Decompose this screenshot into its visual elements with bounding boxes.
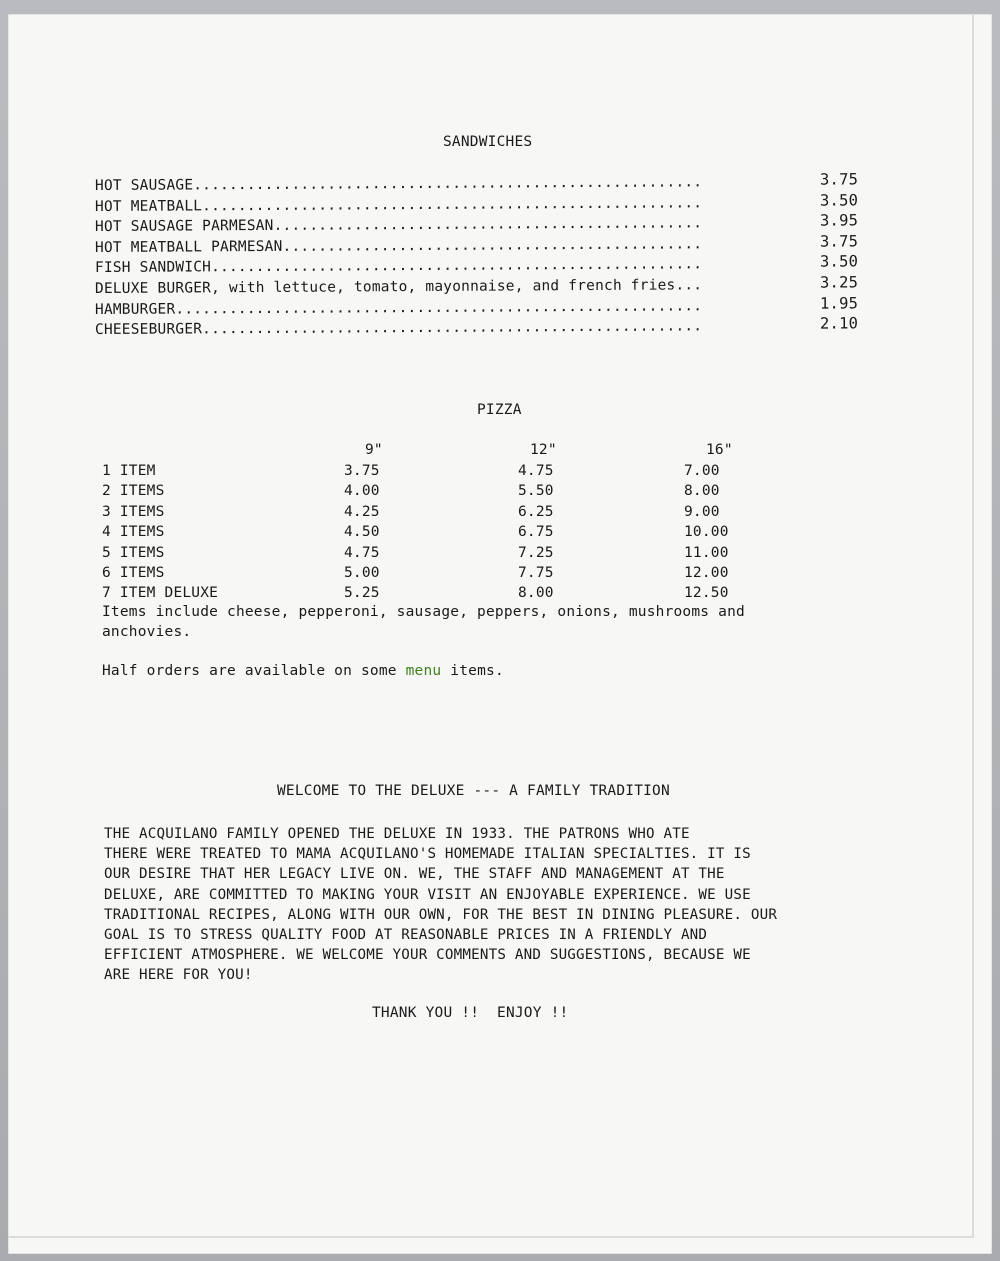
half-orders-text-pre: Half orders are available on some [102,663,406,679]
pizza-price-9: 5.25 [344,585,380,602]
sandwich-price: 3.95 [819,211,859,230]
pizza-price-12: 6.25 [518,503,554,520]
sandwich-price: 2.10 [819,314,859,333]
pizza-price-16: 9.00 [684,503,720,520]
pizza-price-9: 5.00 [344,564,380,581]
pizza-heading: PIZZA [477,402,522,418]
pizza-price-16: 8.00 [684,483,720,500]
pizza-row [102,583,802,603]
pizza-row [102,522,802,542]
sandwich-name: DELUXE BURGER, with lettuce, tomato, mayonnaise, and french fries... [94,277,703,297]
sandwich-price: 3.75 [819,170,859,189]
sandwich-name: HOT MEATBALL........................................................ [94,194,703,215]
pizza-row [102,543,802,563]
pizza-toppings-note: Items include cheese, pepperoni, sausage, peppers, onions, mushrooms and anchovies. [102,604,745,641]
pizza-row-label: 3 ITEMS [102,503,165,520]
pizza-row [102,563,802,583]
pizza-price-16: 10.00 [684,524,729,541]
thank-you-line: THANK YOU !! ENJOY !! [372,1005,569,1021]
pizza-price-12: 6.75 [518,524,554,541]
pizza-row-label: 1 ITEM [102,463,156,479]
half-orders-text-post: items. [441,663,504,679]
pizza-row-label: 6 ITEMS [102,564,165,581]
half-orders-menu-word: menu [405,663,442,679]
frame-inner-edge-right [972,14,974,1236]
sandwich-name: HOT SAUSAGE PARMESAN................................................ [94,215,703,236]
pizza-row-label: 4 ITEMS [102,524,165,541]
sandwich-price: 3.25 [819,273,859,292]
pizza-size-12: 12" [530,442,557,458]
sandwiches-heading: SANDWICHES [443,134,533,150]
pizza-price-12: 8.00 [518,585,554,602]
pizza-price-9: 4.00 [344,483,380,500]
pizza-price-16: 11.00 [684,544,729,561]
sandwich-row [95,315,875,340]
welcome-title: WELCOME TO THE DELUXE --- A FAMILY TRADITION [277,783,670,799]
pizza-price-16: 12.50 [684,585,729,602]
sandwich-name: HAMBURGER........................................................... [94,297,703,318]
pizza-row-label: 7 ITEM DELUXE [102,585,219,602]
pizza-row-label: 2 ITEMS [102,483,165,500]
half-orders-note [102,663,504,679]
pizza-price-12: 5.50 [518,483,554,500]
pizza-size-16: 16" [706,442,733,458]
pizza-price-16: 12.00 [684,564,729,581]
pizza-price-12: 7.75 [518,564,554,581]
welcome-paragraph: THE ACQUILANO FAMILY OPENED THE DELUXE IN 1933. THE PATRONS WHO ATE THERE WERE TREATED TO MAMA ACQUILANO'S HOMEMADE ITALIAN SPECIALTIES. IT IS OUR DESIRE THAT HER LEGACY LIVE ON. WE, THE STAFF AND MANAGEMENT AT THE DELUXE, ARE COMMITTED TO MAKING YOUR VISIT AN ENJOYABLE EXPERIENCE. WE USE TRADITIONAL RECIPES, ALONG WITH OUR OWN, FOR THE BEST IN DINING PLEASURE. OUR GOAL IS TO STRESS QUALITY FOOD AT REASONABLE PRICES IN A FRIENDLY AND EFFICIENT ATMOSPHERE. WE WELCOME YOUR COMMENTS AND SUGGESTIONS, BECAUSE WE ARE HERE FOR YOU! [104,826,778,984]
pizza-price-16: 7.00 [684,463,720,479]
pizza-price-9: 4.25 [344,503,380,520]
sandwich-name: CHEESEBURGER........................................................ [94,318,703,339]
pizza-row-label: 5 ITEMS [102,544,165,561]
pizza-row [102,461,802,481]
sandwich-price: 3.75 [819,232,859,251]
pizza-price-12: 7.25 [518,544,554,561]
sandwich-list [94,170,875,341]
frame-inner-edge-bottom [8,1236,974,1238]
sandwich-price: 3.50 [819,252,859,271]
pizza-row [102,502,802,522]
pizza-price-9: 4.50 [344,524,380,541]
sandwich-name: FISH SANDWICH....................................................... [94,256,703,277]
pizza-price-table [102,461,802,604]
sandwich-price: 3.50 [819,190,859,210]
pizza-size-9: 9" [365,442,383,458]
sandwich-name: HOT MEATBALL PARMESAN............................................... [94,236,703,256]
pizza-price-9: 4.75 [344,544,380,561]
pizza-price-9: 3.75 [344,463,380,479]
pizza-price-12: 4.75 [518,463,554,479]
sandwich-price: 1.95 [819,293,859,313]
sandwich-name: HOT SAUSAGE......................................................... [94,174,703,194]
pizza-row [102,481,802,501]
